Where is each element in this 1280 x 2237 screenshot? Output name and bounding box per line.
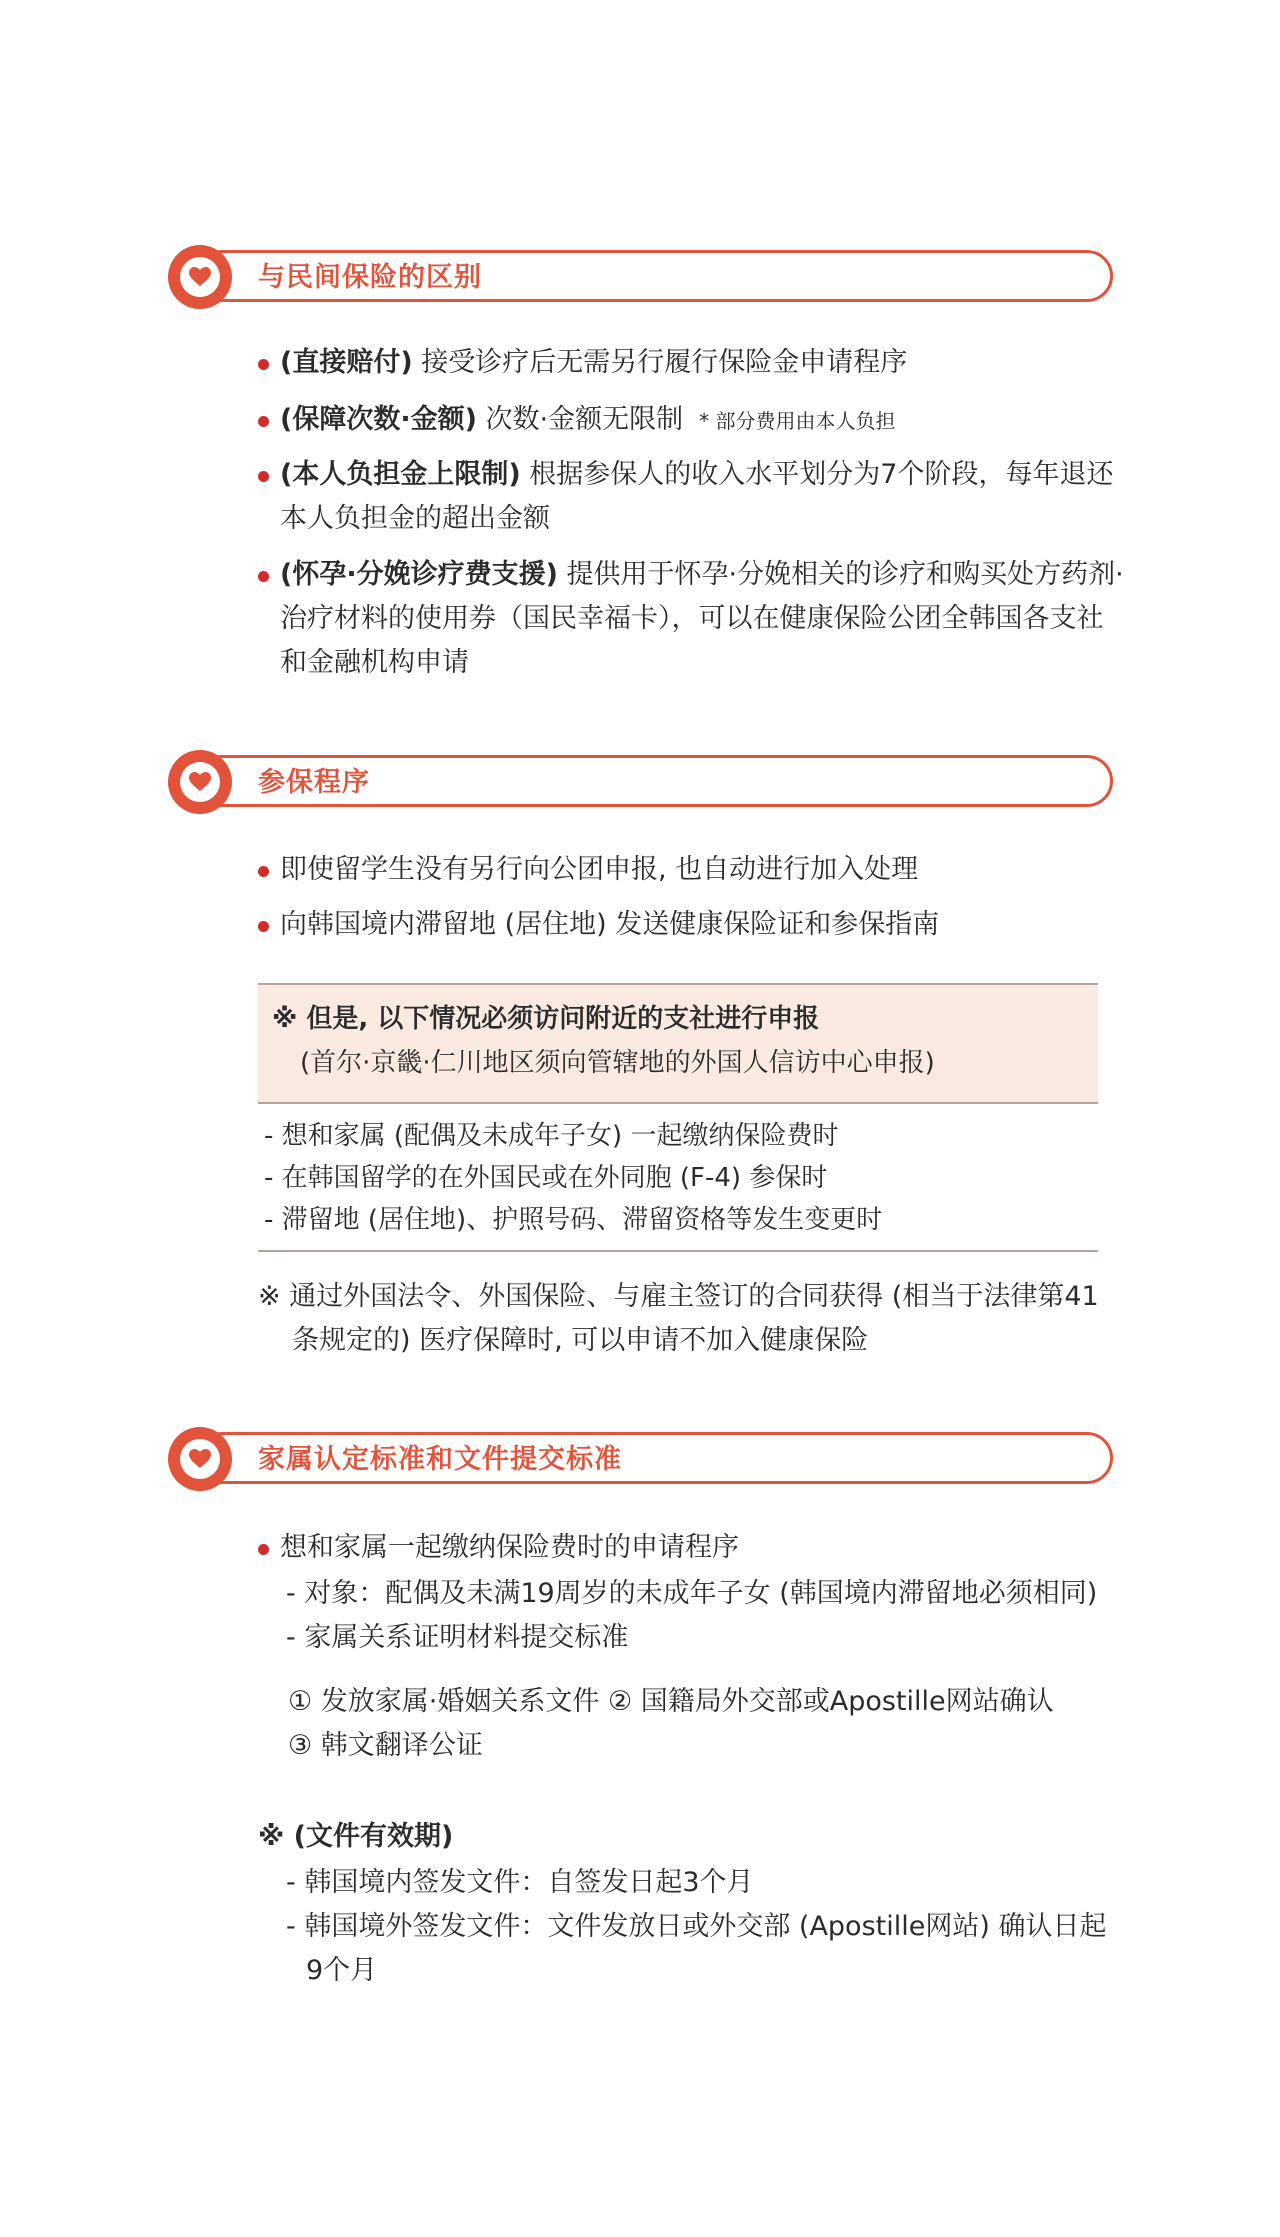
heart-badge: [168, 1427, 232, 1491]
validity-list: - 韩国境内签发文件：自签发日起3个月 - 韩国境外签发文件：文件发放日或外交部 (Apostille网站) 确认日起 9个月: [286, 1867, 1107, 1986]
list-item: 向韩国境内滞留地 (居住地) 发送健康保险证和参保指南: [258, 903, 1160, 947]
conditions-list: [264, 1115, 882, 1241]
footnote: * 部分费用由本人负担: [699, 409, 896, 433]
section-header-family: [168, 1432, 1113, 1490]
section-title: 家属认定标准和文件提交标准: [258, 1444, 622, 1475]
heart-icon: [189, 267, 211, 287]
heart-icon: [189, 772, 211, 792]
section-title: 与民间保险的区别: [258, 262, 482, 293]
divider: [258, 1250, 1098, 1252]
list-item: (本人负担金上限制) 根据参保人的收入水平划分为7个阶段，每年退还 本人负担金的超出金额: [258, 453, 1160, 541]
validity-title: ※ (文件有效期): [258, 1821, 454, 1852]
list-item: - 想和家属 (配偶及未成年子女) 一起缴纳保险费时: [264, 1121, 839, 1151]
section-header-enrollment: [168, 755, 1113, 813]
footnote: ※ 通过外国法令、外国保险、与雇主签订的合同获得 (相当于法律第41 条规定的) 医疗保障时, 可以申请不加入健康保险: [258, 1281, 1099, 1356]
list-item: 想和家属一起缴纳保险费时的申请程序: [258, 1526, 1160, 1570]
list-item: - 滞留地 (居住地)、护照号码、滞留资格等发生变更时: [264, 1205, 883, 1235]
sub-list: - 对象：配偶及未满19周岁的未成年子女 (韩国境内滞留地必须相同) - 家属关系证明材料提交标准: [286, 1578, 1098, 1653]
list-item: (怀孕·分娩诊疗费支援) 提供用于怀孕·分娩相关的诊疗和购买处方药剂· 治疗材料的使用券（国民幸福卡），可以在健康保险公团全韩国各支社 和金融机构申请: [258, 553, 1160, 685]
section-header-private-insurance: [168, 250, 1113, 308]
notice-box: ※ 但是, 以下情况必须访问附近的支社进行申报 (首尔·京畿·仁川地区须向管辖地的外国人信访中心申报): [258, 983, 1098, 1104]
list-item: (直接赔付) 接受诊疗后无需另行履行保险金申请程序: [258, 341, 1160, 385]
section-title: 参保程序: [258, 767, 370, 798]
list-item: 即使留学生没有另行向公团申报, 也自动进行加入处理: [258, 848, 1160, 892]
heart-badge: [168, 245, 232, 309]
steps: ① 发放家属·婚姻关系文件 ② 国籍局外交部或Apostille网站确认 ③ 韩文翻译公证: [288, 1686, 1054, 1761]
list-item: (保障次数·金额) 次数·金额无限制 * 部分费用由本人负担: [258, 398, 1160, 443]
list-item: - 在韩国留学的在外国民或在外同胞 (F-4) 参保时: [264, 1163, 828, 1193]
heart-badge: [168, 750, 232, 814]
heart-icon: [189, 1449, 211, 1469]
